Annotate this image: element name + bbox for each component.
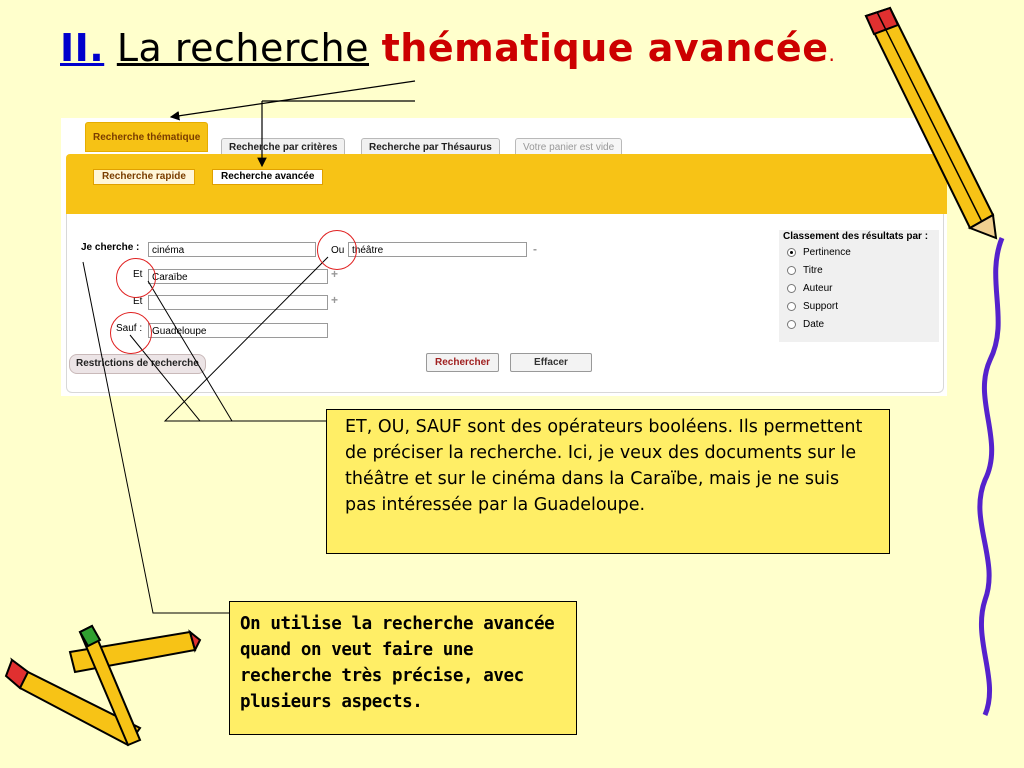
search-button[interactable]: Rechercher (426, 353, 499, 372)
sort-option-pertinence: Pertinence (803, 247, 851, 258)
et-label-2: Et (133, 296, 143, 307)
circle-sauf (110, 312, 152, 354)
sauf-term-input[interactable]: Guadeloupe (148, 323, 328, 338)
pencil-icon-bottom-left (6, 626, 200, 745)
title-accent: thématique avancée (381, 26, 829, 70)
et-label-1: Et (133, 269, 143, 280)
search-term-input[interactable]: cinéma (148, 242, 316, 257)
tab-panier[interactable]: Votre panier est vide (515, 138, 622, 155)
arrow-to-thematique (171, 81, 415, 117)
subtab-recherche-avancee[interactable]: Recherche avancée (212, 169, 323, 185)
tab-recherche-thematique[interactable]: Recherche thématique (85, 122, 208, 152)
advanced-search-note: On utilise la recherche avancée quand on veut faire une recherche très précise, avec plusieurs aspects. (229, 601, 577, 735)
squiggle-decoration (980, 238, 1002, 715)
et-term-input-1[interactable]: Caraïbe (148, 269, 328, 284)
sauf-label: Sauf : (116, 323, 143, 334)
pencil-icon-top-right (866, 8, 996, 238)
boolean-operators-note: ET, OU, SAUF sont des opérateurs booléens. Ils permettent de préciser la recherche. Ici, je veux des documents sur le théâtre et sur le cinéma dans la Caraïbe, mais je ne suis pas intéressée par la Guadeloupe. (326, 409, 890, 554)
title-plain: La recherche (116, 26, 370, 70)
remove-term-icon[interactable]: - (533, 242, 537, 256)
ou-label: Ou (331, 245, 345, 256)
line-to-boolean-note-et (148, 281, 232, 421)
sort-option-support: Support (803, 301, 839, 312)
tab-recherche-thesaurus[interactable]: Recherche par Thésaurus (361, 138, 500, 155)
tab-recherche-criteres[interactable]: Recherche par critères (221, 138, 345, 155)
je-cherche-label: Je cherche : (81, 242, 140, 253)
sort-heading: Classement des résultats par : (783, 231, 929, 242)
title-dot: . (828, 42, 836, 66)
ou-term-input[interactable]: théâtre (348, 242, 527, 257)
title-number: II. (60, 26, 105, 70)
circle-ou (317, 230, 357, 270)
line-to-advanced-note (83, 262, 229, 613)
add-term-icon-2[interactable]: + (331, 293, 339, 307)
subtab-recherche-rapide[interactable]: Recherche rapide (93, 169, 195, 185)
circle-et (116, 258, 156, 298)
clear-button[interactable]: Effacer (510, 353, 592, 372)
sort-option-date: Date (803, 319, 825, 330)
sort-option-auteur: Auteur (803, 283, 833, 294)
restrictions-button[interactable]: Restrictions de recherche (69, 354, 206, 374)
add-term-icon[interactable]: + (331, 267, 339, 281)
sort-option-titre: Titre (803, 265, 823, 276)
line-to-boolean-note-ou (165, 257, 328, 421)
